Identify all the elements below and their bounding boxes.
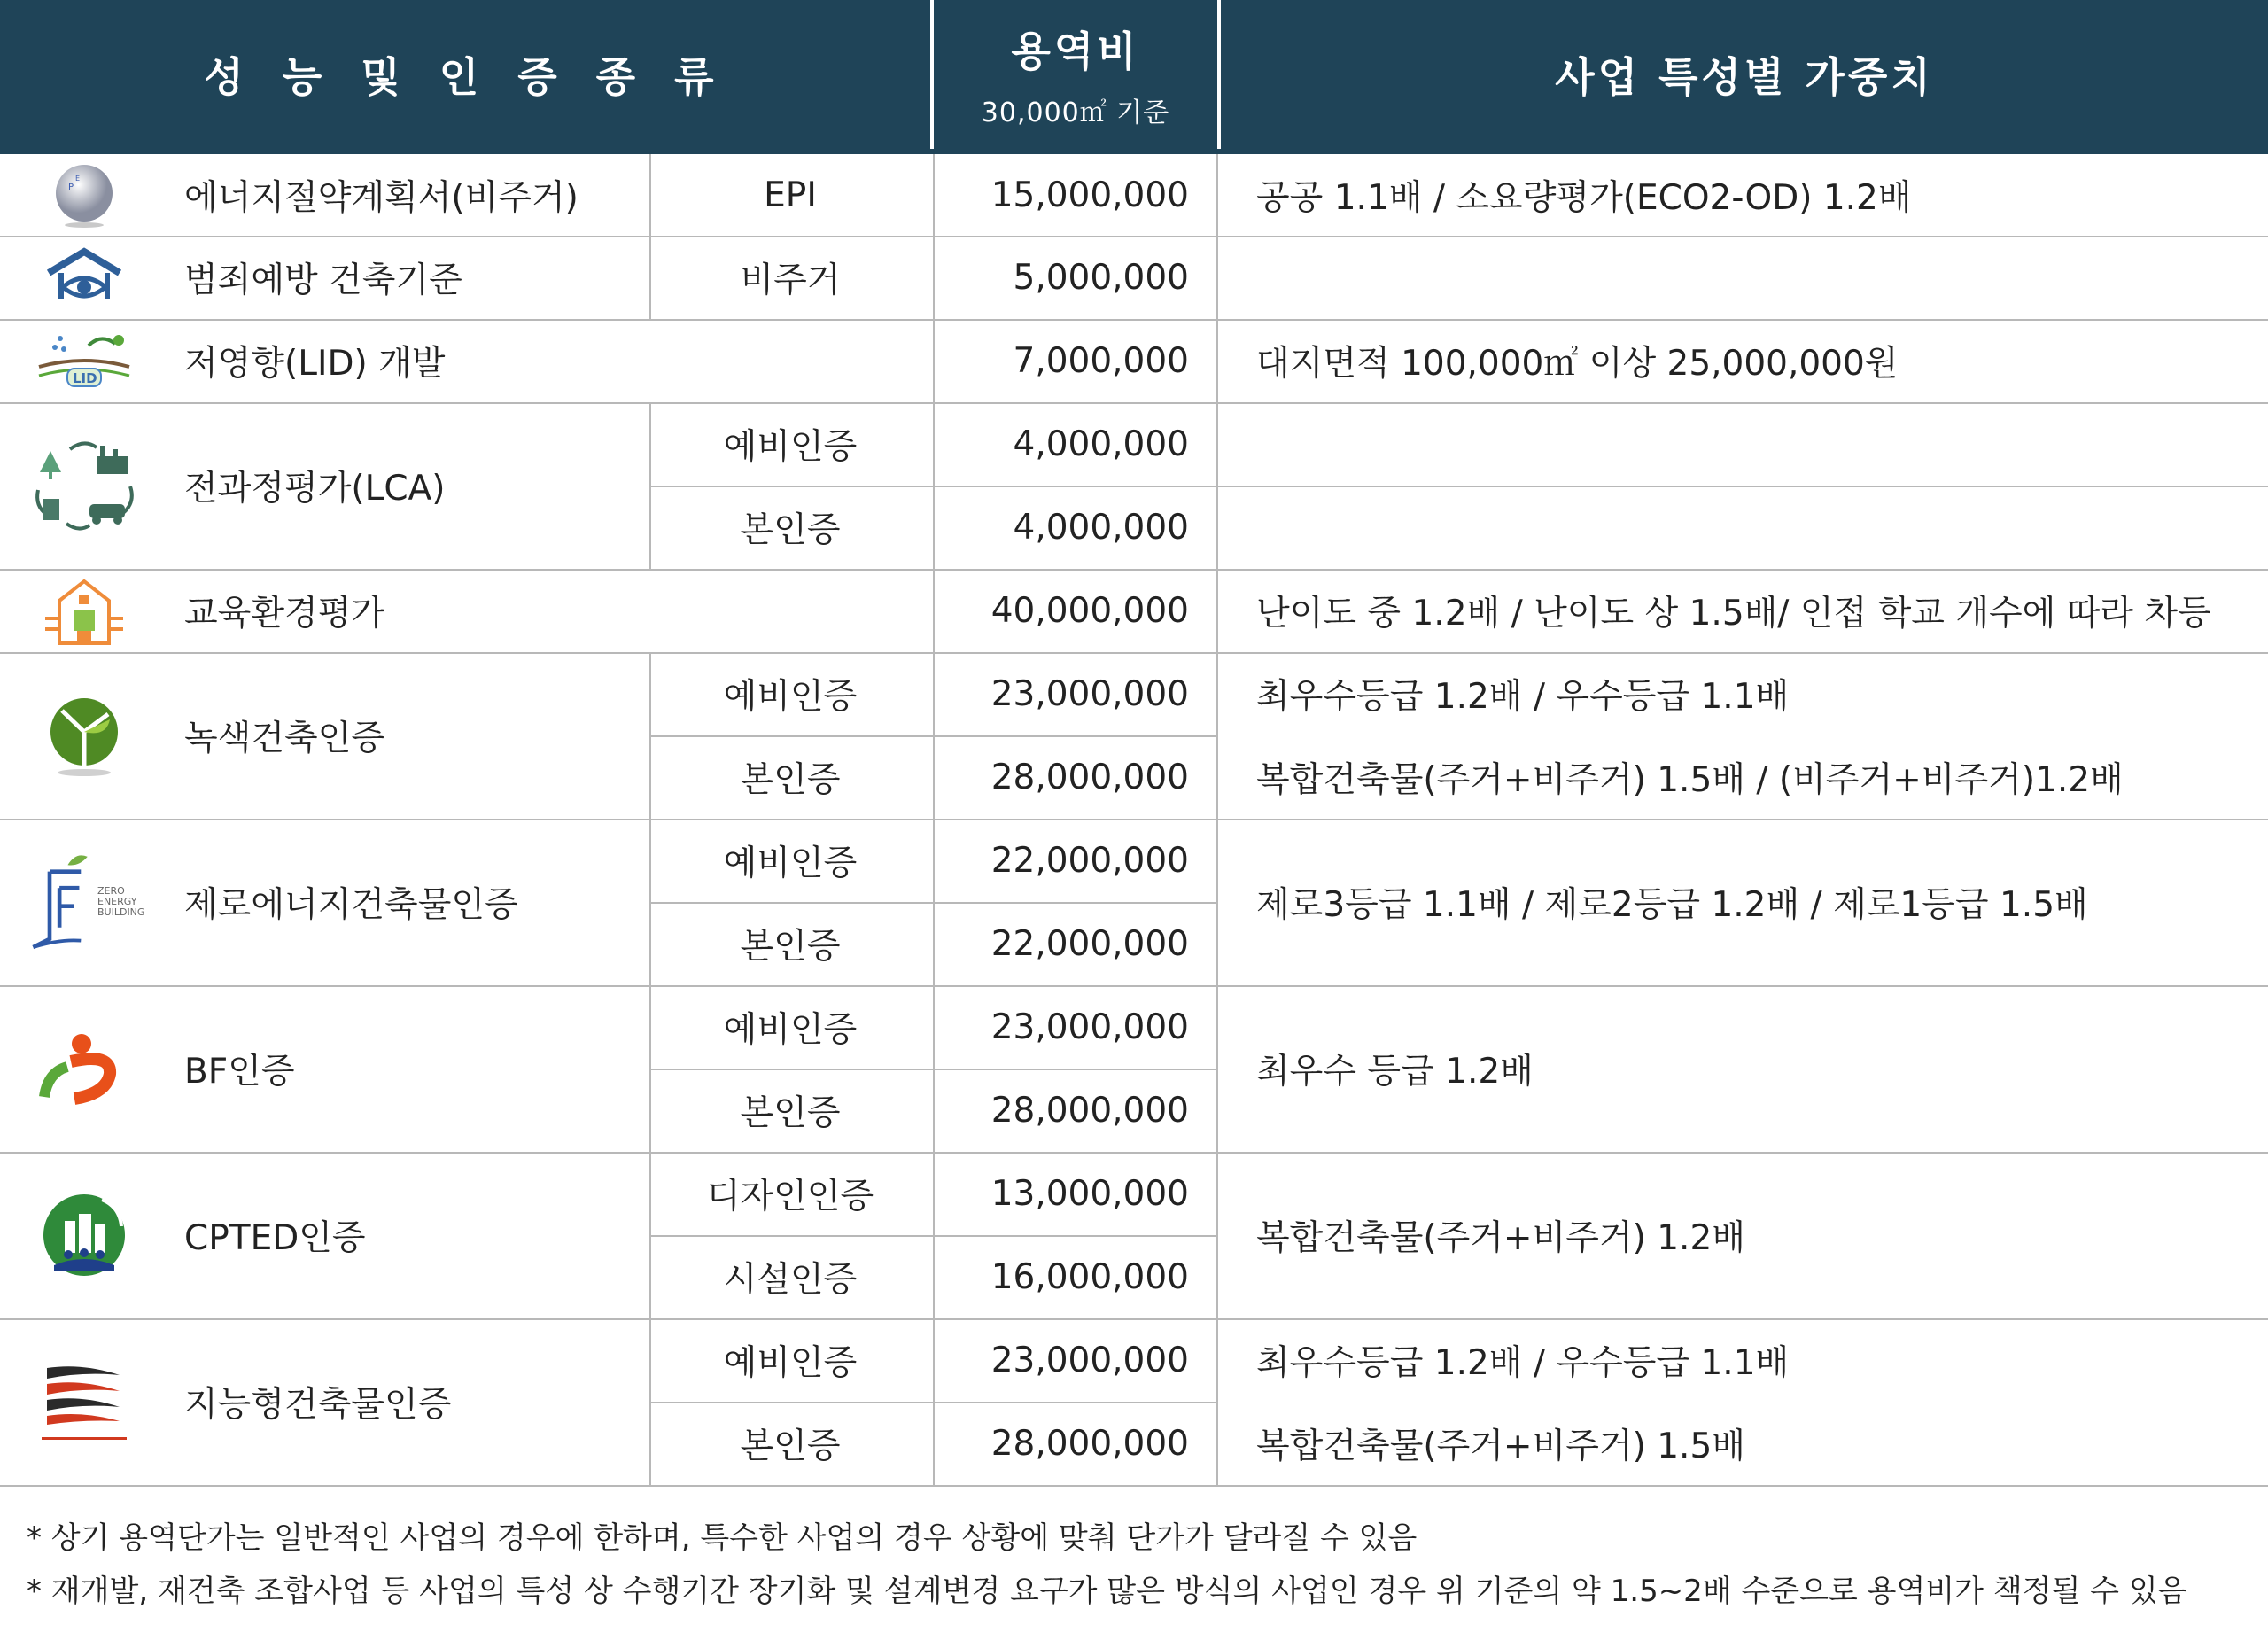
- header-weight: [1221, 0, 2268, 149]
- row-category: 본인증: [740, 510, 841, 550]
- row-category: 시설인증: [723, 1260, 858, 1300]
- row-fee: 23,000,000: [990, 1007, 1189, 1047]
- row-name: 녹색건축인증: [184, 719, 385, 758]
- school-icon: [27, 569, 142, 652]
- header-fee-sub: 30,000㎡ 기준: [981, 97, 1170, 128]
- header-fee: [934, 0, 1217, 149]
- svg-text:LID: LID: [73, 370, 97, 386]
- row-fee: 28,000,000: [990, 1090, 1189, 1131]
- zero-energy-logo-word: ZERO: [97, 885, 125, 897]
- row-name: 전과정평가(LCA): [184, 469, 446, 509]
- epi-globe-icon: [27, 154, 142, 236]
- row-note: [1256, 236, 2268, 319]
- row-fee: 22,000,000: [990, 923, 1189, 964]
- row-note: 최우수등급 1.2배 / 우수등급 1.1배: [1256, 677, 1790, 717]
- row-category: 본인증: [740, 927, 841, 967]
- header-type: [0, 0, 930, 149]
- row-note: 최우수등급 1.2배 / 우수등급 1.1배: [1256, 1343, 1790, 1383]
- row-fee: 22,000,000: [990, 840, 1189, 881]
- row-name: 교육환경평가: [184, 594, 385, 634]
- lca-cycle-icon: [27, 402, 142, 569]
- row-fee: 28,000,000: [990, 1423, 1189, 1464]
- row-category: 본인증: [740, 1426, 841, 1466]
- row-note: 복합건축물(주거+비주거) 1.5배: [1256, 1426, 1745, 1466]
- row-note: 복합건축물(주거+비주거) 1.5배 / (비주거+비주거)1.2배: [1256, 760, 2124, 800]
- green-leaf-icon: [27, 652, 142, 819]
- row-name: 저영향(LID) 개발: [184, 344, 446, 384]
- row-note: 복합건축물(주거+비주거) 1.2배: [1256, 1218, 1745, 1258]
- header-type-label: 성 능 및 인 증 종 류: [204, 53, 726, 101]
- row-name: 제로에너지건축물인증: [184, 885, 518, 925]
- zero-energy-logo-word: BUILDING: [97, 906, 145, 918]
- bf-person-icon: [27, 985, 142, 1152]
- row-note: 대지면적 100,000㎡ 이상 25,000,000원: [1256, 344, 1899, 384]
- row-divider: [0, 1485, 2268, 1487]
- zero-energy-logo-word: ENERGY: [97, 896, 137, 907]
- row-category: 예비인증: [723, 677, 858, 717]
- row-category: 본인증: [740, 1093, 841, 1133]
- svg-text:P: P: [68, 183, 74, 192]
- row-category: 본인증: [740, 760, 841, 800]
- row-note: 공공 1.1배 / 소요량평가(ECO2-OD) 1.2배: [1256, 178, 1912, 218]
- row-fee: 5,000,000: [1013, 257, 1189, 298]
- cpted-city-icon: [27, 1152, 142, 1318]
- row-name: 에너지절약계획서(비주거): [184, 178, 579, 218]
- row-category: 예비인증: [723, 1343, 858, 1383]
- row-category: 비주거: [740, 260, 841, 300]
- lid-icon: [27, 319, 142, 402]
- col-divider: [1216, 154, 1218, 1485]
- row-fee: 23,000,000: [990, 1340, 1189, 1380]
- row-fee: 7,000,000: [1013, 340, 1189, 381]
- row-name: 지능형건축물인증: [184, 1385, 452, 1425]
- row-fee: 15,000,000: [990, 175, 1189, 215]
- row-category: 예비인증: [723, 1010, 858, 1050]
- row-fee: 13,000,000: [990, 1173, 1189, 1214]
- row-fee: 40,000,000: [990, 590, 1189, 631]
- row-category: EPI: [764, 175, 817, 215]
- row-fee: 28,000,000: [990, 757, 1189, 797]
- row-note: 난이도 중 1.2배 / 난이도 상 1.5배/ 인접 학교 개수에 따라 차등: [1256, 594, 2211, 634]
- row-fee: 4,000,000: [1013, 507, 1189, 548]
- zero-energy-logo-text: [97, 882, 144, 921]
- row-fee: 16,000,000: [990, 1256, 1189, 1297]
- intelligent-building-icon: [27, 1318, 142, 1485]
- row-name: BF인증: [184, 1052, 295, 1092]
- row-category: 디자인인증: [706, 1177, 874, 1217]
- footnote: * 재개발, 재건축 조합사업 등 사업의 특성 상 수행기간 장기화 및 설계변경 요구가 많은 방식의 사업인 경우 위 기준의 약 1.5~2배 수준으로 용역비가 책정될 수 있음: [27, 1574, 2187, 1609]
- row-note: 최우수 등급 1.2배: [1256, 1052, 1534, 1092]
- row-fee: 23,000,000: [990, 673, 1189, 714]
- row-category: 예비인증: [723, 843, 858, 883]
- house-eye-icon: [27, 236, 142, 319]
- row-name: CPTED인증: [184, 1218, 366, 1258]
- header-fee-label: 용역비: [1011, 27, 1140, 75]
- header-weight-label: 사업 특성별 가중치: [1555, 53, 1934, 101]
- svg-text:E: E: [75, 175, 81, 183]
- row-note: 제로3등급 1.1배 / 제로2등급 1.2배 / 제로1등급 1.5배: [1256, 885, 2088, 925]
- row-name: 범죄예방 건축기준: [184, 260, 462, 300]
- row-fee: 4,000,000: [1013, 424, 1189, 464]
- row-category: 예비인증: [723, 427, 858, 467]
- footnote: * 상기 용역단가는 일반적인 사업의 경우에 한하며, 특수한 사업의 경우 상황에 맞춰 단가가 달라질 수 있음: [27, 1520, 1418, 1556]
